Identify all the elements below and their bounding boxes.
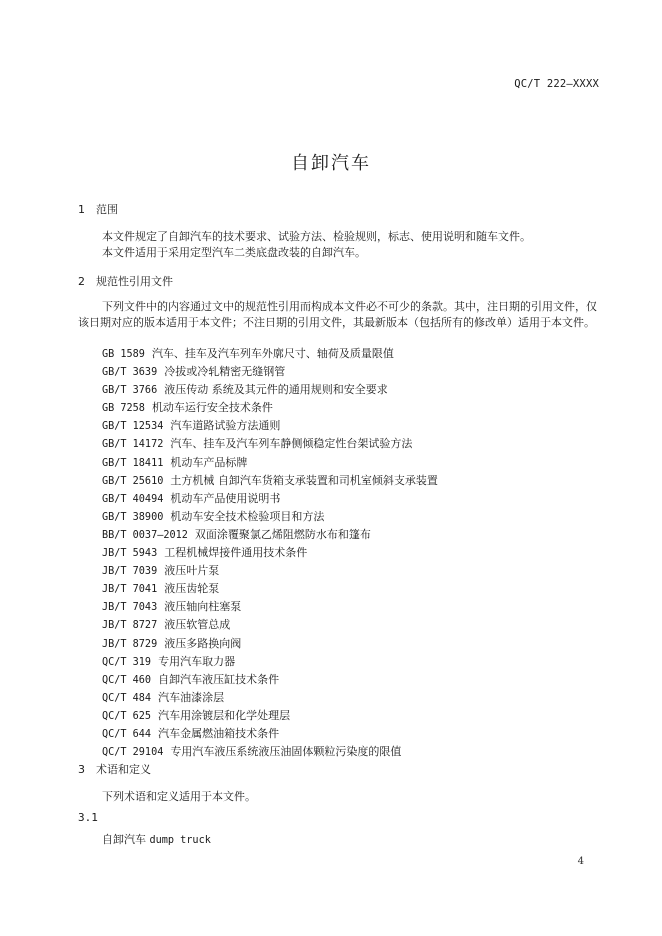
reference-item <box>102 508 438 526</box>
scope-paragraph: 本文件规定了自卸汽车的技术要求、试验方法、检验规则，标志、使用说明和随车文件。 <box>102 230 531 243</box>
section-title: 范围 <box>96 203 118 216</box>
reference-title: 汽车用涂镀层和化学处理层 <box>158 708 291 722</box>
reference-item <box>102 635 438 653</box>
reference-code: GB 1589 <box>102 349 145 360</box>
reference-title: 自卸汽车液压缸技术条件 <box>158 672 280 686</box>
reference-code: BB/T 0037—2012 <box>102 529 188 541</box>
term-chinese: 自卸汽车 <box>102 833 146 846</box>
section-title: 规范性引用文件 <box>96 275 173 288</box>
reference-code: JB/T 5943 <box>102 548 158 560</box>
reference-code: JB/T 8729 <box>102 638 158 650</box>
reference-item <box>102 381 438 399</box>
reference-code: GB/T 38900 <box>102 511 164 523</box>
scope-paragraph: 本文件适用于采用定型汽车二类底盘改装的自卸汽车。 <box>102 246 366 259</box>
reference-title: 机动车运行安全技术条件 <box>151 401 273 415</box>
reference-item <box>102 562 438 580</box>
reference-item <box>102 490 438 508</box>
reference-item <box>102 707 438 725</box>
reference-code: GB/T 12534 <box>102 421 164 433</box>
reference-item <box>102 544 438 562</box>
reference-title: 专用汽车液压系统液压油固体颗粒污染度的限值 <box>170 745 402 759</box>
reference-item <box>102 689 438 707</box>
section-number: 3 <box>78 763 85 776</box>
reference-code: GB/T 14172 <box>102 439 164 451</box>
subclause-number: 3.1 <box>78 811 98 824</box>
reference-code: QC/T 319 <box>102 656 152 668</box>
reference-code: GB/T 40494 <box>102 493 164 505</box>
reference-title: 汽车油漆涂层 <box>158 690 225 704</box>
reference-title: 液压叶片泵 <box>164 564 220 578</box>
reference-item <box>102 526 438 544</box>
section-heading-terms <box>78 761 151 777</box>
reference-code: GB/T 3639 <box>102 367 158 379</box>
reference-title: 汽车道路试验方法通则 <box>170 419 281 433</box>
reference-code: JB/T 8727 <box>102 620 158 632</box>
reference-code: QC/T 484 <box>102 692 152 704</box>
section-heading-normative-references <box>78 273 173 289</box>
reference-item <box>102 454 438 472</box>
reference-title: 土方机械 自卸汽车货箱支承装置和司机室倾斜支承装置 <box>170 473 438 487</box>
reference-code: JB/T 7039 <box>102 566 158 578</box>
reference-item <box>102 417 438 435</box>
reference-title: 机动车安全技术检验项目和方法 <box>170 509 325 523</box>
reference-code: QC/T 644 <box>102 728 152 740</box>
reference-title: 液压多路换向阀 <box>164 636 242 650</box>
reference-code: JB/T 7041 <box>102 584 158 596</box>
reference-code: QC/T 460 <box>102 674 152 686</box>
reference-title: 液压传动 系统及其元件的通用规则和安全要求 <box>164 383 388 397</box>
reference-item <box>102 345 438 363</box>
reference-code: GB/T 18411 <box>102 457 164 469</box>
reference-item <box>102 725 438 743</box>
page-number: 4 <box>577 856 584 867</box>
term-english: dump truck <box>149 835 211 846</box>
terms-intro-paragraph: 下列术语和定义适用于本文件。 <box>102 790 256 803</box>
reference-title: 机动车产品标牌 <box>170 455 248 469</box>
normative-intro-paragraph: 下列文件中的内容通过文中的规范性引用而构成本文件必不可少的条款。其中，注日期的引用文件，仅该日期对应的版本适用于本文件；不注日期的引用文件，其最新版本（包括所有的修改单）适用于本文件。 <box>78 300 597 330</box>
reference-code: JB/T 7043 <box>102 602 158 614</box>
reference-item <box>102 363 438 381</box>
reference-item <box>102 743 438 761</box>
reference-title: 专用汽车取力器 <box>158 654 236 668</box>
reference-code: QC/T 29104 <box>102 747 164 759</box>
reference-title: 机动车产品使用说明书 <box>170 491 281 505</box>
reference-code: GB/T 25610 <box>102 475 164 487</box>
reference-item <box>102 435 438 453</box>
reference-title: 液压轴向柱塞泵 <box>164 600 242 614</box>
reference-title: 工程机械焊接件通用技术条件 <box>164 546 308 560</box>
reference-code: GB/T 3766 <box>102 385 158 397</box>
reference-list <box>102 345 438 761</box>
reference-title: 液压齿轮泵 <box>164 582 220 596</box>
reference-title: 双面涂覆聚氯乙烯阻燃防水布和篷布 <box>194 527 371 541</box>
section-number: 2 <box>78 275 85 288</box>
reference-item <box>102 671 438 689</box>
reference-item <box>102 653 438 671</box>
reference-title: 液压软管总成 <box>164 618 231 632</box>
reference-title: 冷拔或冷轧精密无缝钢管 <box>164 365 286 379</box>
reference-item <box>102 616 438 634</box>
reference-item <box>102 580 438 598</box>
reference-item <box>102 399 438 417</box>
reference-code: GB 7258 <box>102 403 145 415</box>
reference-item <box>102 598 438 616</box>
section-title: 术语和定义 <box>96 763 151 776</box>
standard-code: QC/T 222—XXXX <box>514 78 599 90</box>
term-entry <box>102 831 211 847</box>
section-number: 1 <box>78 203 85 216</box>
reference-title: 汽车金属燃油箱技术条件 <box>158 726 280 740</box>
reference-title: 汽车、挂车及汽车列车外廓尺寸、轴荷及质量限值 <box>151 347 394 360</box>
section-heading-scope <box>78 201 118 217</box>
reference-item <box>102 472 438 490</box>
reference-code: QC/T 625 <box>102 710 152 722</box>
document-title: 自卸汽车 <box>291 153 371 174</box>
reference-title: 汽车、挂车及汽车列车静侧倾稳定性台架试验方法 <box>170 437 413 451</box>
